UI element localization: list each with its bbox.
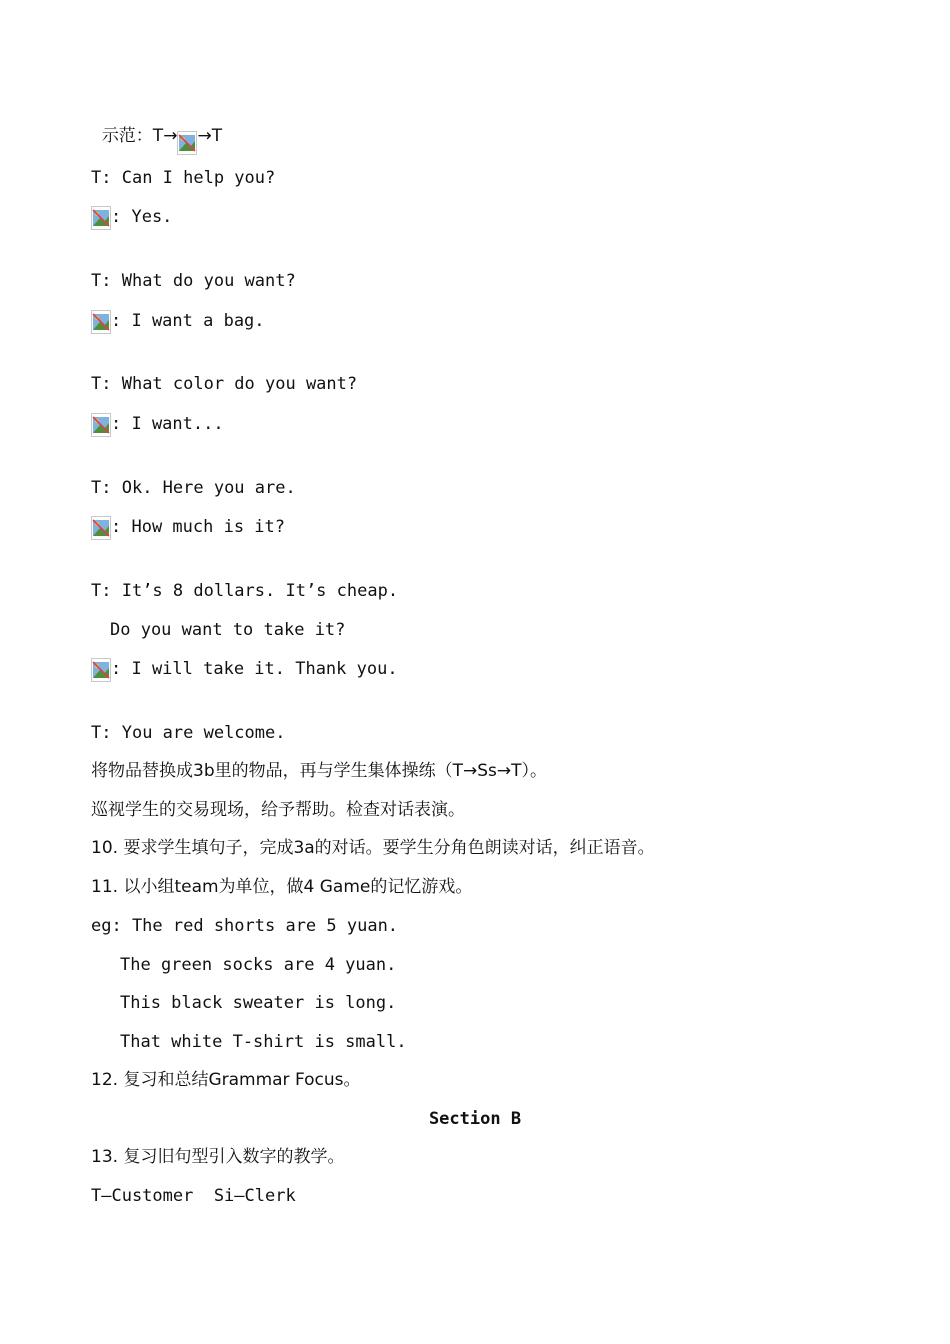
dialog-text: Do you want to take it? (110, 620, 346, 640)
dialog-text: : Can I help you? (101, 168, 276, 188)
dialog-text: : What color do you want? (101, 374, 358, 394)
instruction-line-1: 将物品替换成3b里的物品，再与学生集体操练（T→Ss→T）。 (91, 761, 548, 781)
dialog-line-4 (91, 310, 265, 334)
dialog-text: : Yes. (111, 207, 173, 227)
example-line-4: That white T-shirt is small. (120, 1032, 407, 1052)
broken-image-icon (91, 206, 111, 230)
instruction-item-11: 11. 以小组team为单位，做4 Game的记忆游戏。 (91, 877, 473, 897)
example-line-2: The green socks are 4 yuan. (120, 955, 397, 975)
dialog-text: : What do you want? (101, 271, 296, 291)
dialog-text: : It’s 8 dollars. It’s cheap. (101, 581, 399, 601)
dialog-text: : I want... (111, 414, 224, 434)
broken-image-icon (91, 516, 111, 540)
broken-image-icon (91, 310, 111, 334)
roles-line: T—Customer Si—Clerk (91, 1186, 296, 1206)
dialog-line-5: T: What color do you want? (91, 374, 358, 394)
dialog-text: : You are welcome. (101, 723, 286, 743)
broken-image-icon (177, 131, 197, 155)
instruction-item-12: 12. 复习和总结Grammar Focus。 (91, 1070, 361, 1090)
broken-image-icon (91, 658, 111, 682)
dialog-text: : I want a bag. (111, 311, 265, 331)
dialog-line-1: T: Can I help you? (91, 168, 276, 188)
example-line-3: This black sweater is long. (120, 993, 397, 1013)
dialog-line-6 (91, 413, 224, 437)
dialog-text: : Ok. Here you are. (101, 478, 296, 498)
demo-suffix: →T (197, 126, 223, 146)
dialog-line-9: T: It’s 8 dollars. It’s cheap. (91, 581, 399, 601)
example-line-1: eg: The red shorts are 5 yuan. (91, 916, 399, 936)
dialog-line-2 (91, 206, 172, 230)
dialog-line-3: T: What do you want? (91, 271, 296, 291)
section-b-heading: Section B (428, 1109, 522, 1129)
demo-line (91, 103, 222, 155)
dialog-line-12: T: You are welcome. (91, 723, 286, 743)
dialog-text: : I will take it. Thank you. (111, 659, 398, 679)
instruction-item-13: 13. 复习旧句型引入数字的教学。 (91, 1147, 345, 1167)
dialog-line-7: T: Ok. Here you are. (91, 478, 296, 498)
dialog-text: : How much is it? (111, 517, 285, 537)
dialog-line-10 (110, 619, 345, 641)
instruction-item-10: 10. 要求学生填句子，完成3a的对话。要学生分角色朗读对话，纠正语音。 (91, 838, 655, 858)
instruction-line-2: 巡视学生的交易现场，给予帮助。检查对话表演。 (91, 800, 465, 820)
dialog-line-11 (91, 658, 398, 682)
dialog-line-8 (91, 516, 285, 540)
demo-prefix: 示范：T→ (101, 126, 178, 146)
broken-image-icon (91, 413, 111, 437)
